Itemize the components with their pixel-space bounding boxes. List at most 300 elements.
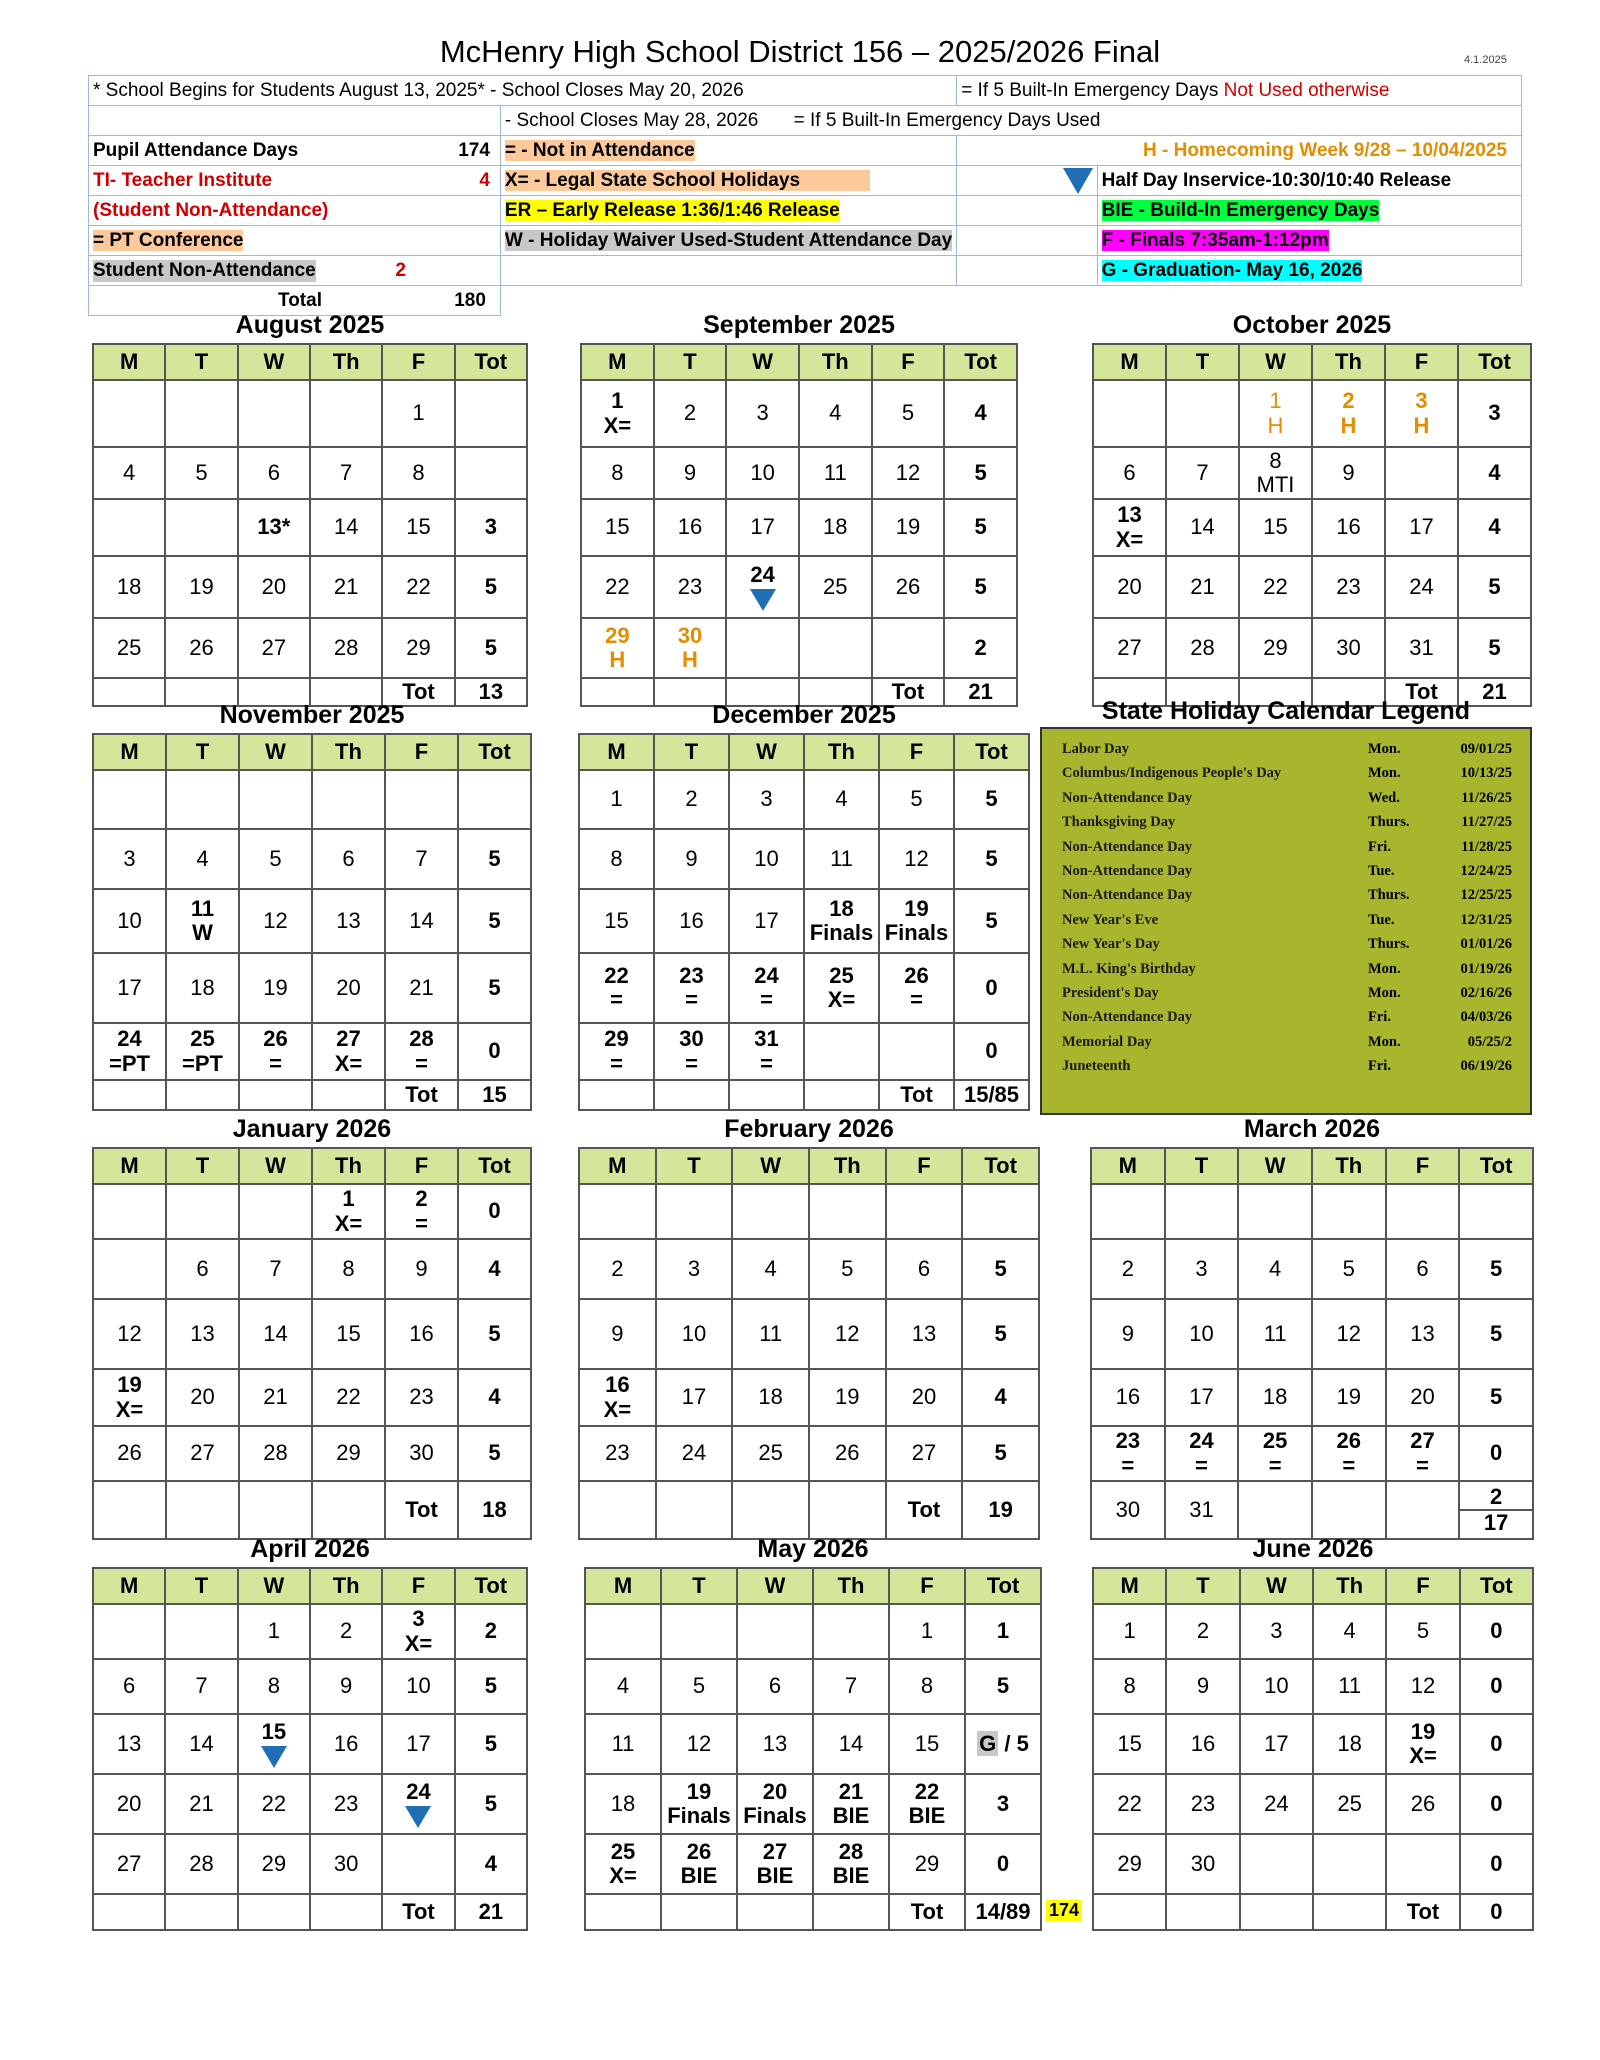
legend-finals: F - Finals 7:35am-1:12pm xyxy=(1101,229,1329,251)
day-cell: 5 xyxy=(1312,1239,1386,1299)
day-cell: 17 xyxy=(729,889,804,953)
day-cell: 7 xyxy=(310,447,382,499)
day-cell: 5 xyxy=(872,380,945,447)
empty-day xyxy=(238,380,310,447)
day-cell: 8 MTI xyxy=(1239,447,1312,499)
week-total: 5 xyxy=(944,499,1017,556)
down-triangle-icon xyxy=(405,1806,431,1828)
month-may-2026 xyxy=(584,1535,1042,1931)
day-cell: 10 TI xyxy=(1385,447,1458,499)
weekday-header: F xyxy=(385,1148,458,1184)
week-row xyxy=(93,1299,531,1369)
weekday-header: F xyxy=(1386,1568,1459,1604)
day-cell: 26 xyxy=(1386,1774,1459,1834)
pupil-attendance-value: 174 xyxy=(458,139,490,161)
empty-day xyxy=(726,618,799,678)
empty-day xyxy=(809,1184,886,1239)
empty-day xyxy=(732,1184,809,1239)
month-january-2026 xyxy=(92,1115,532,1540)
legend-early-release: ER – Early Release 1:36/1:46 Release xyxy=(504,199,840,221)
holiday-date: 11/27/25 xyxy=(1461,814,1512,831)
total-label: Tot xyxy=(385,1080,458,1110)
day-cell: 6 xyxy=(166,1239,239,1299)
week-row xyxy=(579,1426,1039,1481)
empty-day xyxy=(737,1604,813,1659)
empty-day xyxy=(804,1023,879,1080)
day-cell: 5 xyxy=(165,447,237,499)
holiday-name: Non-Attendance Day xyxy=(1062,863,1193,879)
pupil-attendance-label: Pupil Attendance Days xyxy=(93,139,299,161)
day-cell: 12 xyxy=(239,889,312,953)
day-cell: 10 xyxy=(93,889,166,953)
holiday-date: 01/01/26 xyxy=(1460,936,1512,953)
week-row xyxy=(93,829,531,889)
day-cell: 13 xyxy=(93,1714,165,1774)
week-row xyxy=(579,1023,1029,1080)
week-total xyxy=(458,770,531,829)
week-total: 4 xyxy=(962,1369,1039,1426)
holiday-weekday: Thurs. xyxy=(1368,936,1410,953)
weekday-header: F xyxy=(879,734,954,770)
total-label: Tot xyxy=(382,678,454,706)
week-total: 5 xyxy=(455,1774,527,1834)
empty-day xyxy=(239,1080,312,1110)
day-cell: 28 xyxy=(310,618,382,678)
weekday-header: F xyxy=(1385,344,1458,380)
week-row xyxy=(1093,447,1531,499)
week-total: 4 xyxy=(455,1834,527,1894)
day-cell: 22 = xyxy=(579,953,654,1023)
weekday-header: Tot xyxy=(455,344,527,380)
week-total: 5 xyxy=(944,447,1017,499)
day-cell: 17 xyxy=(93,953,166,1023)
day-cell: 21 BIE xyxy=(813,1774,889,1834)
week-total: 19 xyxy=(962,1481,1039,1539)
empty-day xyxy=(809,1481,886,1539)
week-total: 21 xyxy=(455,1894,527,1930)
holiday-date: 12/31/25 xyxy=(1460,911,1512,928)
weekday-header: T xyxy=(1165,1148,1239,1184)
week-total: 5 xyxy=(954,889,1029,953)
week-row xyxy=(1091,1369,1533,1426)
day-cell: 14 xyxy=(1166,499,1239,556)
legend-bie: BIE - Build-In Emergency Days xyxy=(1101,199,1380,221)
weekday-header: T xyxy=(166,734,239,770)
day-cell: 15 xyxy=(581,499,654,556)
day-cell: 27 = xyxy=(1386,1426,1460,1481)
day-cell: 14 xyxy=(239,1299,312,1369)
down-triangle-icon xyxy=(1063,168,1093,194)
day-cell: 4 xyxy=(93,447,165,499)
month-title: September 2025 xyxy=(703,311,895,339)
week-total: 5 xyxy=(458,953,531,1023)
holiday-weekday: Fri. xyxy=(1368,1058,1391,1075)
empty-day xyxy=(1238,1184,1312,1239)
week-total: 5 xyxy=(954,770,1029,829)
empty-day xyxy=(1165,1184,1239,1239)
day-cell: 25 xyxy=(1313,1774,1386,1834)
day-cell: 18 xyxy=(93,556,165,618)
week-row xyxy=(93,1184,531,1239)
empty-day xyxy=(382,1834,454,1894)
empty-day xyxy=(1313,1834,1386,1894)
empty-day xyxy=(93,1080,166,1110)
legend-not-in-attendance: = - Not in Attendance xyxy=(504,139,695,161)
day-cell: 3 xyxy=(1240,1604,1313,1659)
day-cell: 26 = xyxy=(1312,1426,1386,1481)
day-cell: 10 xyxy=(382,1659,454,1714)
day-cell: 8 xyxy=(382,447,454,499)
legend-closes2-note: = If 5 Built-In Emergency Days Used xyxy=(793,109,1101,131)
week-row xyxy=(1093,1774,1533,1834)
weekday-header: Tot xyxy=(965,1568,1041,1604)
total-label: Tot xyxy=(872,678,945,706)
week-row xyxy=(93,1080,531,1110)
day-cell: 10 xyxy=(729,829,804,889)
week-row xyxy=(579,770,1029,829)
month-table xyxy=(1092,343,1532,707)
empty-day xyxy=(238,1894,310,1930)
day-cell: 2 xyxy=(310,1604,382,1659)
day-cell: 28 xyxy=(239,1426,312,1481)
day-cell: 20 Finals xyxy=(737,1774,813,1834)
day-cell: 9 xyxy=(654,829,729,889)
day-cell: 29 xyxy=(1093,1834,1166,1894)
day-cell: 11 TI xyxy=(93,499,165,556)
day-cell: 15 xyxy=(579,889,654,953)
week-row xyxy=(585,1894,1041,1930)
day-cell: 17 xyxy=(382,1714,454,1774)
weekday-header: W xyxy=(1238,1148,1312,1184)
week-row xyxy=(1093,1894,1533,1930)
day-cell: 1 X= xyxy=(312,1184,385,1239)
week-row xyxy=(585,1714,1041,1774)
weekday-header: Th xyxy=(310,344,382,380)
empty-day xyxy=(1386,1834,1459,1894)
day-cell: 6 xyxy=(1386,1239,1460,1299)
day-cell: 22 xyxy=(1093,1774,1166,1834)
week-total xyxy=(455,380,527,447)
week-total: 5 xyxy=(1458,618,1531,678)
week-total: 5 xyxy=(455,1659,527,1714)
day-cell: 16 xyxy=(1312,499,1385,556)
day-cell: 29 xyxy=(889,1834,965,1894)
week-row xyxy=(579,889,1029,953)
day-cell: 15 xyxy=(1093,1714,1166,1774)
empty-day xyxy=(661,1894,737,1930)
day-cell: 16 xyxy=(1166,1714,1239,1774)
day-cell: 30 xyxy=(1312,618,1385,678)
day-cell: 30 = xyxy=(654,1023,729,1080)
day-cell: 12 xyxy=(1312,1299,1386,1369)
day-cell: 12 xyxy=(879,829,954,889)
week-total: 5 xyxy=(962,1239,1039,1299)
month-title: January 2026 xyxy=(232,1115,392,1143)
legend-not-used: Not Used otherwise xyxy=(1223,79,1390,101)
day-cell: 26 = xyxy=(879,953,954,1023)
day-cell: 23 xyxy=(579,1426,656,1481)
holiday-name: President's Day xyxy=(1062,985,1159,1001)
day-cell: 12 xyxy=(872,447,945,499)
day-cell: 8 xyxy=(581,447,654,499)
day-cell: 2 xyxy=(654,380,727,447)
week-row xyxy=(585,1659,1041,1714)
day-cell: 24 xyxy=(726,556,799,618)
week-row xyxy=(1093,618,1531,678)
week-row xyxy=(579,1080,1029,1110)
week-row xyxy=(1091,1299,1533,1369)
weekday-header: T xyxy=(656,1148,733,1184)
day-cell: 2 xyxy=(1166,1604,1239,1659)
weekday-header: F xyxy=(872,344,945,380)
day-cell: 19 Finals xyxy=(879,889,954,953)
day-cell: 10 xyxy=(656,1299,733,1369)
weekday-header: T xyxy=(165,1568,237,1604)
empty-day xyxy=(93,380,165,447)
day-cell: 6 xyxy=(238,447,310,499)
day-cell: 7 xyxy=(1166,447,1239,499)
day-cell: 8 xyxy=(238,1659,310,1714)
day-cell: 23 = xyxy=(654,953,729,1023)
holiday-name: Non-Attendance Day xyxy=(1062,789,1193,806)
week-row xyxy=(579,1239,1039,1299)
empty-day xyxy=(166,1481,239,1539)
week-row xyxy=(93,1023,531,1080)
day-cell: 18 xyxy=(1313,1714,1386,1774)
week-row xyxy=(585,1774,1041,1834)
day-cell: 22 xyxy=(382,556,454,618)
day-cell: 1 X= xyxy=(581,380,654,447)
day-cell: 9 xyxy=(1312,447,1385,499)
holiday-weekday: Mon. xyxy=(1368,765,1401,782)
week-total: 5 xyxy=(962,1299,1039,1369)
day-cell: 15 xyxy=(238,1714,310,1774)
empty-day xyxy=(585,1604,661,1659)
weekday-header: Th xyxy=(813,1568,889,1604)
weekday-header: W xyxy=(1240,1568,1313,1604)
month-title: April 2026 xyxy=(250,1535,370,1563)
day-cell: 20 xyxy=(1093,556,1166,618)
day-cell: 3 X= xyxy=(382,1604,454,1659)
day-cell: 21 xyxy=(165,1774,237,1834)
weekday-header: W xyxy=(732,1148,809,1184)
day-cell: 3 xyxy=(1165,1239,1239,1299)
week-row xyxy=(93,1239,531,1299)
holiday-date: 05/25/2 xyxy=(1467,1033,1512,1050)
day-cell: 16 xyxy=(1091,1369,1165,1426)
holiday-date: 10/13/25 xyxy=(1460,765,1512,782)
legend-legal-holidays: X= - Legal State School Holidays xyxy=(505,170,870,191)
week-total xyxy=(962,1184,1039,1239)
empty-day xyxy=(239,770,312,829)
week-row xyxy=(585,1834,1041,1894)
week-row xyxy=(579,1184,1039,1239)
week-total: 5 xyxy=(1459,1299,1533,1369)
weekday-header: M xyxy=(93,1148,166,1184)
week-row xyxy=(1093,1714,1533,1774)
empty-day xyxy=(1166,380,1239,447)
week-total: 5 xyxy=(1459,1239,1533,1299)
holiday-weekday: Fri. xyxy=(1368,1009,1391,1026)
day-cell: 26 BIE xyxy=(661,1834,737,1894)
holiday-weekday: Fri. xyxy=(1368,838,1391,855)
weekday-header: M xyxy=(93,344,165,380)
month-october-2025 xyxy=(1092,311,1532,707)
week-row xyxy=(1093,1604,1533,1659)
total-label: Total xyxy=(278,289,322,311)
day-cell: 2 xyxy=(579,1239,656,1299)
weekday-header: Th xyxy=(1313,1568,1386,1604)
holiday-date: 02/16/26 xyxy=(1460,985,1512,1001)
day-cell: 30 xyxy=(1166,1834,1239,1894)
week-total: 4 xyxy=(944,380,1017,447)
day-cell: 3 H xyxy=(1385,380,1458,447)
holiday-weekday: Wed. xyxy=(1368,789,1400,806)
weekday-header: M xyxy=(1093,344,1166,380)
week-row xyxy=(581,618,1017,678)
empty-day xyxy=(656,1184,733,1239)
day-cell: 10 xyxy=(1165,1299,1239,1369)
week-row xyxy=(93,380,527,447)
day-cell: 30 xyxy=(310,1834,382,1894)
week-total: 15 xyxy=(458,1080,531,1110)
weekday-header: W xyxy=(1239,344,1312,380)
day-cell: 25 xyxy=(799,556,872,618)
day-cell: 5 TI xyxy=(93,1239,166,1299)
holiday-name: Labor Day xyxy=(1062,741,1130,757)
week-total: 1 xyxy=(965,1604,1041,1659)
day-cell: 15 xyxy=(382,499,454,556)
empty-day xyxy=(872,618,945,678)
weekday-header: Th xyxy=(804,734,879,770)
day-cell: 3 xyxy=(726,380,799,447)
empty-day xyxy=(579,1481,656,1539)
week-row xyxy=(579,1299,1039,1369)
day-cell: 30 xyxy=(1091,1481,1165,1539)
day-cell: 4 xyxy=(799,380,872,447)
month-title: December 2025 xyxy=(712,701,896,729)
month-march-2026 xyxy=(1090,1115,1534,1540)
total-label: Tot xyxy=(1386,1894,1459,1930)
empty-day xyxy=(813,1894,889,1930)
day-cell: 13 xyxy=(166,1299,239,1369)
day-cell: 23 xyxy=(1166,1774,1239,1834)
empty-day xyxy=(579,1080,654,1110)
day-cell: 5 xyxy=(661,1659,737,1714)
day-cell: 17 xyxy=(656,1369,733,1426)
day-cell: 30 H xyxy=(654,618,727,678)
empty-day xyxy=(654,1080,729,1110)
week-total: 5 xyxy=(455,618,527,678)
day-cell: 29 xyxy=(312,1426,385,1481)
day-cell: 4 xyxy=(585,1659,661,1714)
day-cell: 30 xyxy=(385,1426,458,1481)
day-cell: 4 xyxy=(166,829,239,889)
day-cell: 1 xyxy=(889,1604,965,1659)
day-cell: 8 xyxy=(1093,1659,1166,1714)
day-cell: 26 = xyxy=(239,1023,312,1080)
weekday-header: M xyxy=(1093,1568,1166,1604)
week-total: 0 xyxy=(1460,1774,1533,1834)
day-cell: 26 xyxy=(165,618,237,678)
month-table xyxy=(92,1567,528,1931)
month-table xyxy=(92,733,532,1111)
month-title: October 2025 xyxy=(1232,311,1392,339)
weekday-header: M xyxy=(581,344,654,380)
empty-day xyxy=(732,1481,809,1539)
week-total: 5 xyxy=(455,1714,527,1774)
day-cell: 9 xyxy=(385,1239,458,1299)
month-title: May 2026 xyxy=(757,1535,869,1563)
empty-day xyxy=(1093,1894,1166,1930)
day-cell: 13 X= xyxy=(1093,499,1166,556)
week-total: 4 xyxy=(1458,447,1531,499)
day-cell: 2 xyxy=(654,770,729,829)
weekday-header: F xyxy=(889,1568,965,1604)
empty-day xyxy=(799,618,872,678)
day-cell: 3 xyxy=(656,1239,733,1299)
day-cell: 26 xyxy=(872,556,945,618)
week-total: 5 xyxy=(455,556,527,618)
week-total: 13 xyxy=(455,678,527,706)
day-cell: 23 xyxy=(310,1774,382,1834)
month-table xyxy=(578,1147,1040,1540)
day-cell: 28 BIE xyxy=(813,1834,889,1894)
day-cell: 22 xyxy=(1239,556,1312,618)
empty-day xyxy=(661,1604,737,1659)
empty-day xyxy=(1091,1184,1165,1239)
holiday-date: 11/26/25 xyxy=(1461,789,1512,806)
month-title: November 2025 xyxy=(219,701,405,729)
day-cell: 12 xyxy=(93,1299,166,1369)
week-row xyxy=(93,1774,527,1834)
month-title: March 2026 xyxy=(1243,1115,1381,1143)
month-table xyxy=(578,733,1030,1111)
month-april-2026 xyxy=(92,1535,528,1931)
empty-day xyxy=(312,1080,385,1110)
weekday-header: Th xyxy=(809,1148,886,1184)
weekday-header: M xyxy=(1091,1148,1165,1184)
day-cell: 24 = xyxy=(1165,1426,1239,1481)
week-row xyxy=(93,556,527,618)
down-triangle-icon xyxy=(750,589,776,611)
day-cell: 8 xyxy=(579,829,654,889)
total-label: Tot xyxy=(889,1894,965,1930)
weekday-header: T xyxy=(654,734,729,770)
weekday-header: W xyxy=(726,344,799,380)
weekday-header: Th xyxy=(1312,1148,1386,1184)
weekday-header: Tot xyxy=(1458,344,1531,380)
day-cell: 11 xyxy=(799,447,872,499)
day-cell: 23 xyxy=(1312,556,1385,618)
empty-day xyxy=(886,1184,963,1239)
day-cell: 19 X= xyxy=(93,1369,166,1426)
holiday-weekday: Mon. xyxy=(1368,985,1401,1001)
day-cell: 14 xyxy=(813,1714,889,1774)
week-row xyxy=(93,1426,531,1481)
empty-day xyxy=(166,1184,239,1239)
day-cell: 25 xyxy=(93,618,165,678)
week-total: 5 xyxy=(944,556,1017,618)
day-cell: 11 xyxy=(1313,1659,1386,1714)
day-cell: 13 xyxy=(1386,1299,1460,1369)
day-cell: 29 xyxy=(238,1834,310,1894)
day-cell: 7 xyxy=(385,829,458,889)
day-cell: 1 xyxy=(238,1604,310,1659)
week-total xyxy=(1459,1184,1533,1239)
week-row xyxy=(1091,1426,1533,1481)
month-table xyxy=(92,1147,532,1540)
